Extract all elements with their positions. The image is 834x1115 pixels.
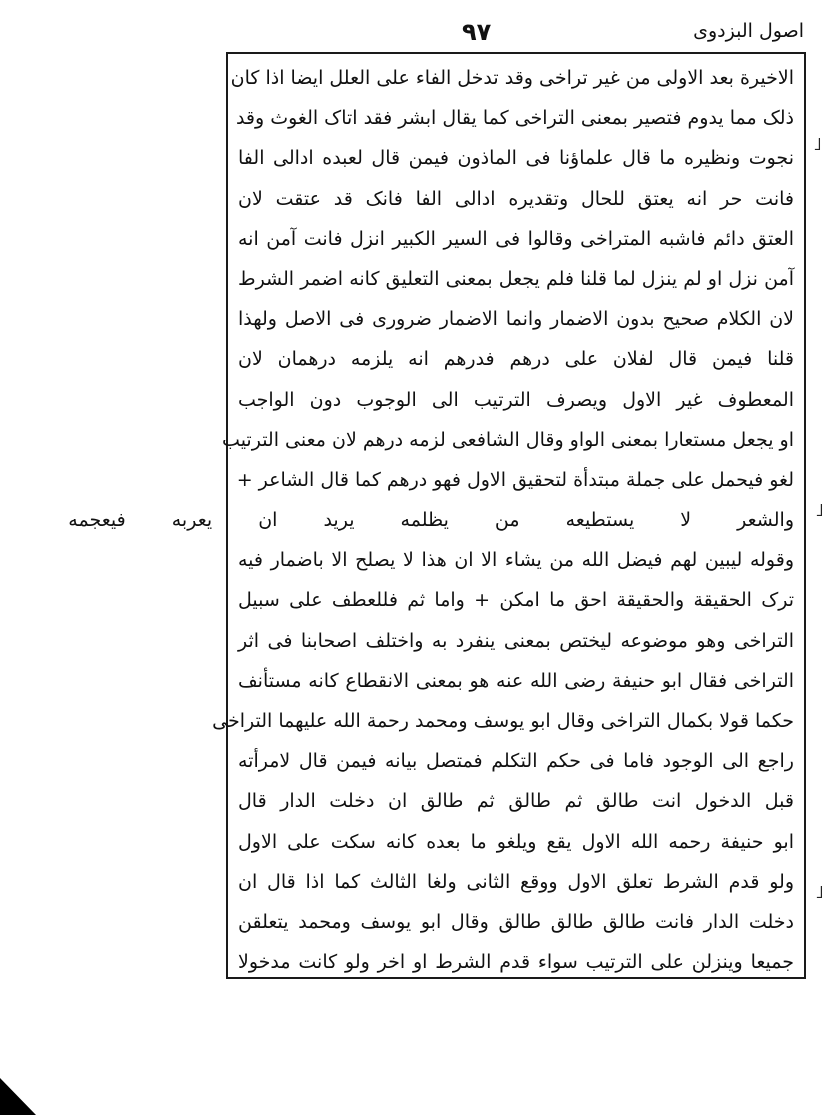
margin-mark: ˩ — [813, 134, 822, 155]
text-line: ترک الحقیقة والحقیقة احق ما امکن + واما ثم فللعطف علی سبیل — [238, 589, 794, 612]
text-line: ولو قدم الشرط تعلق الاول ووقع الثانی ولغا الثالث کما اذا قال ان — [238, 870, 794, 893]
text-line: العتق دائم فاشبه المتراخی وقالوا فی السیر الکبیر انزل فانت آمن انه — [238, 227, 794, 250]
text-line: لغو فیحمل علی جملة مبتدأة لتحقیق الاول فهو درهم کما قال الشاعر + — [236, 468, 794, 491]
page-header — [222, 18, 812, 54]
text-line: فانت حر انه یعتق للحال وتقدیره ادالی الفا فانک قد عتقت لان — [238, 187, 794, 210]
text-line: او یجعل مستعارا بمعنی الواو وقال الشافعی لزمه درهم لان معنی الترتیب — [222, 428, 794, 451]
book-title: اصول البزدوی — [693, 20, 804, 42]
verse-line: والشعر لا یستطیعه من یظلمه یرید ان یعربه فیعجمه — [68, 509, 794, 532]
corner-shape — [0, 1078, 36, 1115]
text-line: التراخی وهو موضوعه لیختص بمعنی ینفرد به واختلف اصحابنا فی اثر — [238, 629, 794, 652]
text-line: لان الکلام صحیح بدون الاضمار وانما الاضمار ضروری فی الاصل ولهذا — [238, 308, 794, 331]
text-line: وقوله لیبین لهم فیضل الله من یشاء الا ان هذا لا یصلح الا باضمار فیه — [238, 549, 794, 572]
text-line: راجع الی الوجود فاما فی حکم التکلم فمتصل بیانه فیمن قال لامرأته — [238, 750, 794, 773]
text-body — [68, 58, 794, 974]
margin-mark: ˩ — [815, 882, 824, 903]
text-line: آمن نزل او لم ینزل لما قلنا فلم یجعل بمعنی التعلیق کانه اضمر الشرط — [238, 267, 794, 290]
text-line: حکما قولا بکمال التراخی وقال ابو یوسف ومحمد رحمة الله علیهما التراخی — [212, 710, 794, 732]
text-frame — [68, 52, 806, 979]
text-line: دخلت الدار فانت طالق طالق طالق وقال ابو یوسف ومحمد یتعلقن — [238, 910, 794, 933]
text-line: قلنا فیمن قال لفلان علی درهم فدرهم انه یلزمه درهمان لان — [238, 348, 794, 371]
text-line: ابو حنیفة رحمه الله الاول یقع ویلغو ما بعده کانه سکت علی الاول — [238, 830, 794, 853]
text-line: قبل الدخول انت طالق ثم طالق ثم طالق ان دخلت الدار قال — [238, 790, 794, 813]
text-line: المعطوف غیر الاول ویصرف الترتیب الی الوجوب دون الواجب — [238, 388, 794, 411]
text-line: ذلک مما یدوم فتصیر بمعنی التراخی کما یقال ابشر فقد اتاک الغوث وقد — [235, 107, 794, 130]
page-number: ۹۷ — [462, 18, 492, 46]
text-line: الاخیرة بعد الاولی من غیر تراخی وقد تدخل الفاء علی العلل ایضا اذا کان — [230, 67, 794, 89]
text-line: جمیعا وینزلن علی الترتیب سواء قدم الشرط او اخر ولو کانت مدخولا — [238, 951, 794, 974]
margin-mark: ˩ — [815, 500, 824, 521]
text-line: نجوت ونظیره ما قال علماؤنا فی الماذون فیمن قال لعبده ادالی الفا — [238, 147, 794, 170]
text-line: التراخی فقال ابو حنیفة رضی الله عنه هو بمعنی الانقطاع کانه مستأنف — [238, 669, 794, 692]
